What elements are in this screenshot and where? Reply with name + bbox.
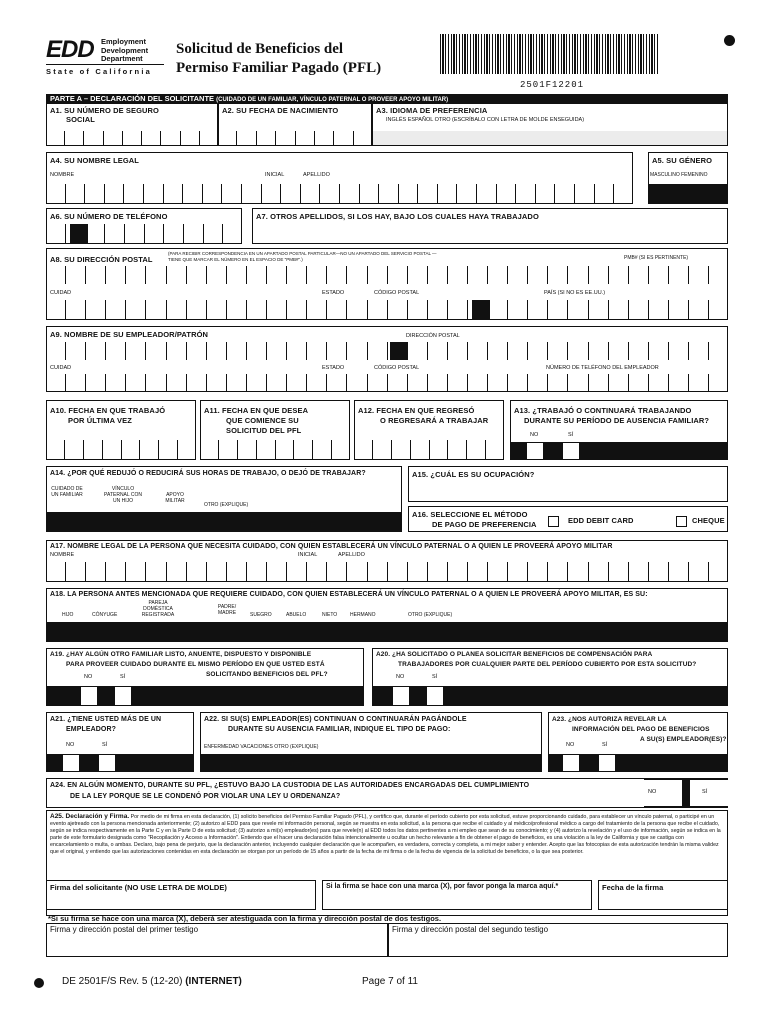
signature-label: Firma del solicitante (NO USE LETRA DE MOLDE) (50, 883, 227, 892)
a19-no-box[interactable] (80, 686, 98, 706)
a5-label: A5. SU GÉNERO (652, 156, 713, 165)
a9-cp: CÓDIGO POSTAL (374, 365, 420, 371)
a20-si: SÍ (432, 674, 438, 680)
a24-si-box[interactable] (690, 780, 728, 806)
a18-opt-conyuge: CÓNYUGE (92, 612, 118, 618)
a5-options: MASCULINO FEMENINO (650, 172, 708, 178)
a11-label: A11. FECHA EN QUE DESEA (204, 406, 309, 415)
a15-label: A15. ¿CUÁL ES SU OCUPACIÓN? (412, 470, 535, 479)
a14-opt3: APOYO MILITAR (165, 492, 185, 504)
a17-nombre: NOMBRE (50, 552, 75, 558)
footer-dot-left (34, 978, 44, 988)
a25-title: A25. Declaración y Firma. (50, 813, 130, 820)
a21-label: A21. ¿TIENE USTED MÁS DE UN (50, 716, 162, 723)
a14-opt4: OTRO (EXPLIQUE) (204, 502, 249, 508)
a8-note2: TIENE QUE MARCAR EL NÚMERO EN EL ESPACIO DE "PMB#".) (168, 256, 303, 262)
a20-label-b: TRABAJADORES POR CUALQUIER PARTE DEL PERÍODO CUBIERTO POR ESTA SOLICITUD? (398, 661, 697, 668)
a21-si-box[interactable] (98, 754, 116, 772)
a9-sep (390, 342, 408, 360)
a4-inicial: INICIAL (265, 172, 285, 178)
a10-label-b: POR ÚLTIMA VEZ (68, 416, 132, 425)
a10-cells (46, 440, 196, 460)
title-line2: Permiso Familiar Pagado (PFL) (176, 60, 382, 76)
a3-options: INGLÉS ESPAÑOL OTRO (ESCRÍBALO CON LETRA DE MOLDE ENSEGUIDA) (386, 117, 585, 123)
a20-no-box[interactable] (392, 686, 410, 706)
a20-no: NO (396, 674, 405, 680)
a8-cp: CÓDIGO POSTAL (374, 290, 420, 296)
a9-label: A9. NOMBRE DE SU EMPLEADOR/PATRÓN (50, 330, 209, 339)
a8-note (168, 251, 437, 262)
a21-no-box[interactable] (62, 754, 80, 772)
a8-city-cells (46, 300, 728, 320)
a21-si: SÍ (102, 742, 108, 748)
a17-label: A17. NOMBRE LEGAL DE LA PERSONA QUE NECESITA CUIDADO, CON QUIEN ESTABLECERÁ UN VÍNCULO PATERNAL O A QUIEN LE PROVEERÁ APOYO MILITAR (50, 543, 613, 550)
a3-label: A3. IDIOMA DE PREFERENCIA (376, 106, 488, 115)
a22-options: ENFERMEDAD VACACIONES OTRO (EXPLIQUE) (204, 744, 319, 750)
title-line1: Solicitud de Beneficios del (176, 41, 344, 57)
org-line1: Employment (101, 37, 147, 46)
a12-label-b: O REGRESARÁ A TRABAJAR (380, 416, 489, 425)
a5-shade (648, 184, 728, 204)
a18-opt-pareja: PAREJA DOMÉSTICA REGISTRADA (141, 600, 175, 618)
a1-label-b: SOCIAL (66, 115, 95, 124)
form-title (176, 40, 381, 78)
a14-opt2: VÍNCULO PATERNAL CON UN HIJO (104, 486, 142, 504)
a14-shade (46, 512, 402, 532)
witness2-label: Firma y dirección postal del segundo testigo (392, 925, 549, 934)
a17-apellido: APELLIDO (338, 552, 365, 558)
edd-logo-mark: EDD (46, 36, 94, 63)
a11-cells (200, 440, 350, 460)
a24-si: SÍ (702, 789, 708, 795)
a18-opt-padre: PADRE/ MADRE (217, 604, 237, 616)
a17-cells (46, 562, 728, 582)
a23-no-box[interactable] (562, 754, 580, 772)
edd-logo (46, 38, 164, 78)
a23-label-b: INFORMACIÓN DEL PAGO DE BENEFICIOS (572, 726, 710, 733)
a13-label: A13. ¿TRABAJÓ O CONTINUARÁ TRABAJANDO (514, 406, 692, 415)
a14-opt1: CUIDADO DE UN FAMILIAR (51, 486, 83, 498)
a4-nombre: NOMBRE (50, 172, 75, 178)
a16-edd-label: EDD DEBIT CARD (568, 516, 634, 525)
a2-cells (218, 131, 372, 146)
a13-si-box[interactable] (562, 442, 580, 460)
a24-no: NO (648, 789, 657, 795)
a8-street-cells (46, 266, 728, 284)
org-state: State of California (46, 67, 152, 76)
a19-label: A19. ¿HAY ALGÚN OTRO FAMILIAR LISTO, ANUENTE, DISPUESTO Y DISPONIBLE (50, 651, 312, 658)
a8-zip-dash (472, 300, 490, 320)
signature-date-label: Fecha de la firma (602, 883, 664, 892)
a11-label-c: SOLICITUD DEL PFL (226, 426, 302, 435)
footer-page: Page 7 of 11 (362, 976, 418, 987)
a19-si: SÍ (120, 674, 126, 680)
footer-form-id (62, 976, 242, 987)
a9-tel: NÚMERO DE TELÉFONO DEL EMPLEADOR (546, 365, 659, 371)
a19-no: NO (84, 674, 93, 680)
a18-opt-hermano: HERMANO (350, 612, 376, 618)
a20-si-box[interactable] (426, 686, 444, 706)
org-line3: Department (101, 54, 143, 63)
a21-label-b: EMPLEADOR? (66, 726, 116, 733)
a18-opt-nieto: NIETO (322, 612, 338, 618)
a22-label: A22. SI SU(S) EMPLEADOR(ES) CONTINUAN O CONTINUARÁN PAGÁNDOLE (204, 716, 467, 723)
a8-pais: PAÍS (SI NO ES EE.UU.) (544, 290, 606, 296)
a14-label: A14. ¿POR QUÉ REDUJÓ O REDUCIRÁ SUS HORAS DE TRABAJO, O DEJÓ DE TRABAJAR? (50, 470, 366, 477)
a2-label: A2. SU FECHA DE NACIMIENTO (222, 106, 339, 115)
witness-note: *Si su firma se hace con una marca (X), deberá ser atestiguada con la firma y dirección postal de dos testigos. (48, 914, 442, 923)
a23-label: A23. ¿NOS AUTORIZA REVELAR LA (552, 716, 667, 723)
a6-sep (70, 224, 88, 244)
a25-text-block (50, 813, 724, 856)
a22-label-b: DURANTE SU AUSENCIA FAMILIAR, INDIQUE EL TIPO DE PAGO: (228, 726, 451, 733)
a9-city-cells (46, 374, 728, 392)
witness1-label: Firma y dirección postal del primer testigo (50, 925, 199, 934)
a23-si: SÍ (602, 742, 608, 748)
a18-opt-hijo: HIJO (62, 612, 74, 618)
a18-label: A18. LA PERSONA ANTES MENCIONADA QUE REQUIERE CUIDADO, CON QUIEN ESTABLECERÁ UN VÍNCULO PATERNAL O A QUIEN LE PROVEERÁ APOYO MILITAR, ES SU: (50, 591, 648, 598)
a11-label-b: QUE COMIENCE SU (226, 416, 299, 425)
a21-no: NO (66, 742, 75, 748)
a8-note1: (PARA RECIBIR CORRESPONDENCIA EN UN APARTADO POSTAL PARTICULAR—NO UN APARTADO DEL SERVICIO POSTAL — (168, 251, 437, 256)
a9-dir: DIRECCIÓN POSTAL (406, 333, 460, 339)
a24-label: A24. EN ALGÚN MOMENTO, DURANTE SU PFL, ¿ESTUVO BAJO LA CUSTODIA DE LAS AUTORIDADES ENCARGADAS DEL CUMPLIMIENTO (50, 782, 530, 789)
a13-no: NO (530, 432, 539, 438)
a19-label-b: PARA PROVEER CUIDADO DURANTE EL MISMO PERÍODO EN QUE USTED ESTÁ (66, 661, 325, 668)
a13-label-b: DURANTE SU PERÍODO DE AUSENCIA FAMILIAR? (524, 416, 710, 425)
a9-name-cells (46, 342, 728, 360)
a23-no: NO (566, 742, 575, 748)
footer-internet: (INTERNET) (185, 976, 242, 987)
a7-label: A7. OTROS APELLIDOS, SI LOS HAY, BAJO LOS CUALES HAYA TRABAJADO (256, 212, 539, 221)
a18-opt-abuelo: ABUELO (286, 612, 307, 618)
a25-body: Por medio de mi firma en esta declaración, (1) solicito beneficios del Permiso Familiar Pagado (PFL), y certifico que, durante el período cubierto por esta solicitud, estuve proporcionando cuidado, para establecer un vínculo paternal, o participé en un evento ajetreado con la persona mencionada anteriormente; (2) autorizo al EDD para que revele mi información personal, según se muestra en esta solicitud, a la persona que recibe el cuidado y al médico/profesional médico a cargo del tratamiento de la persona que recibe el cuidado, según se indica respectivamente en la Parte C y en la Parte D de esta solicitud; (3) autorizo a mi(s) empleador(es) para que revele(n) al EDD todos los datos pertinentes a mi empleo que sean de su conocimiento; y (4) autorizo la revelación y el uso de información, según se indica en la parte de este formulario designada como "Recopilación y Acceso a Información". Entiendo que el hacer una declaración falsa intencionalmente u ocultar un hecho relevante a fin de obtener el pago de beneficios, es una violación a la ley de California y que se castiga con encarcelamiento o multa, o ambas. Declaro, bajo pena de perjurio, que la declaración anterior, incluyendo cualquier declaración que le acompañen, es verdadera, correcta y completa, a mi mejor saber y entender. Acepto que las fotocopias de esta autorización tendrán la misma validez que el original, y entiendo que las autorizaciones contenidas en esta declaración se otorgan por un período de 15 años a partir de la fecha de mi firma o de la fecha de vigencia de la solicitud de beneficios, o la que sea posterior. (50, 814, 721, 855)
footer-form-id-text: DE 2501F/S Rev. 5 (12-20) (62, 976, 183, 987)
a6-label: A6. SU NÚMERO DE TELÉFONO (50, 212, 168, 221)
a24-label-b: DE LA LEY PORQUE SE LE CONDENÓ POR VIOLAR UNA LEY U ORDENANZA? (70, 793, 341, 800)
a18-opt-suegro: SUEGRO (250, 612, 272, 618)
a9-estado: ESTADO (322, 365, 345, 371)
a19-si-box[interactable] (114, 686, 132, 706)
a23-label-c: A SU(S) EMPLEADOR(ES)? (640, 736, 727, 743)
a13-si: SÍ (568, 432, 574, 438)
a16-cheque-checkbox[interactable] (676, 513, 687, 531)
a4-label: A4. SU NOMBRE LEGAL (50, 156, 139, 165)
form-code: 2501F12201 (520, 80, 585, 90)
a9-ciudad: CUIDAD (50, 365, 72, 371)
a13-no-box[interactable] (526, 442, 544, 460)
a12-cells (354, 440, 504, 460)
a1-label: A1. SU NÚMERO DE SEGURO (50, 106, 159, 115)
a1-cells (46, 131, 218, 146)
a8-label: A8. SU DIRECCIÓN POSTAL (50, 255, 153, 264)
a12-label: A12. FECHA EN QUE REGRESÓ (358, 406, 475, 415)
a16-label: A16. SELECCIONE EL MÉTODO (412, 510, 528, 519)
a16-label-b: DE PAGO DE PREFERENCIA (432, 520, 537, 529)
a18-shade (46, 622, 728, 642)
a20-label: A20. ¿HA SOLICITADO O PLANEA SOLICITAR BENEFICIOS DE COMPENSACIÓN PARA (376, 651, 653, 658)
a10-label: A10. FECHA EN QUE TRABAJÓ (50, 406, 166, 415)
a8-estado: ESTADO (322, 290, 345, 296)
part-a-heading: PARTE A – DECLARACIÓN DEL SOLICITANTE (CUIDADO DE UN FAMILIAR, VÍNCULO PATERNAL O PROVEER APOYO MILITAR) (46, 94, 728, 104)
a19-label-c: SOLICITANDO BENEFICIOS DEL PFL? (206, 671, 328, 678)
a18-opt-otro: OTRO (EXPLIQUE) (408, 612, 453, 618)
a16-edd-checkbox[interactable] (548, 513, 559, 531)
a4-apellido: APELLIDO (303, 172, 330, 178)
a4-cells (46, 184, 633, 204)
a16-cheque-label: CHEQUE (692, 516, 725, 525)
barcode (440, 34, 658, 74)
a8-ciudad: CUIDAD (50, 290, 72, 296)
a3-shade (372, 131, 728, 146)
barcode-dot (724, 35, 735, 46)
a17-inicial: INICIAL (298, 552, 318, 558)
a22-shade (200, 754, 542, 772)
a23-si-box[interactable] (598, 754, 616, 772)
org-line2: Development (101, 45, 149, 55)
a8-pmb: PMB# (SI ES PERTINENTE) (624, 255, 689, 261)
mark-label: Si la firma se hace con una marca (X), por favor ponga la marca aquí.* (326, 883, 559, 890)
